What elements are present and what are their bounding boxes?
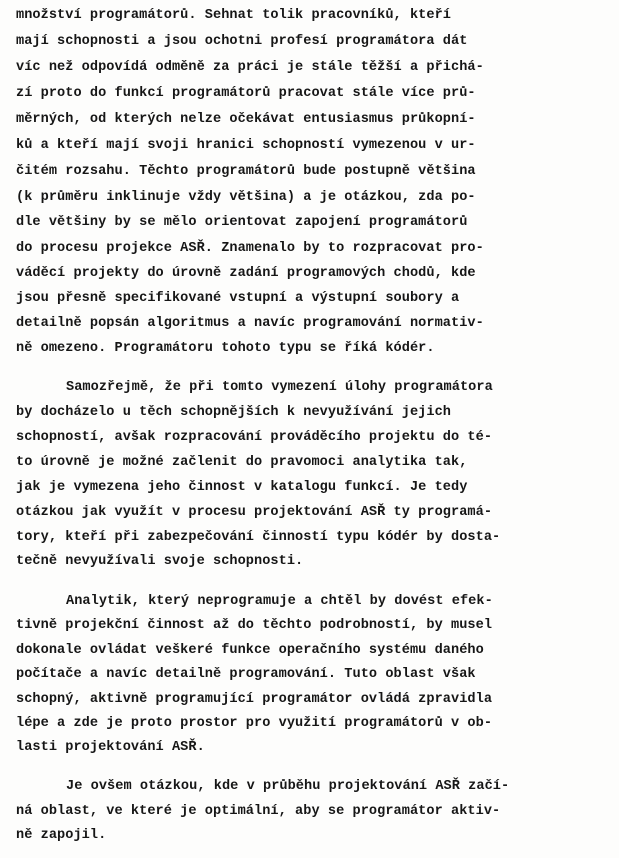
text-line: množství programátorů. Sehnat tolik pracovníků, kteří bbox=[16, 8, 452, 23]
text-line: lasti projektování ASŘ. bbox=[16, 740, 205, 755]
text-line: tivně projekční činnost až do těchto podrobností, by musel bbox=[16, 618, 493, 633]
text-line: schopností, avšak rozpracování prováděcího projektu do té- bbox=[16, 430, 493, 445]
text-line: počítače a navíc detailně programování. Tuto oblast však bbox=[16, 667, 476, 682]
text-line: lépe a zde je proto prostor pro využití programátorů v ob- bbox=[16, 716, 493, 731]
text-line: Je ovšem otázkou, kde v průběhu projektování ASŘ začí- bbox=[66, 779, 510, 794]
text-line: (k průměru inklinuje vždy většina) a je otázkou, zda po- bbox=[16, 190, 476, 205]
text-line: tečně nevyužívali svoje schopnosti. bbox=[16, 554, 304, 569]
text-line: do procesu projekce ASŘ. Znamenalo by to rozpracovat pro- bbox=[16, 241, 484, 256]
text-line: by docházelo u těch schopnějších k nevyužívání jejich bbox=[16, 405, 452, 420]
text-line: ně zapojil. bbox=[16, 828, 107, 843]
text-line: dle většiny by se mělo orientovat zapojení programátorů bbox=[16, 215, 468, 230]
text-line: otázkou jak využít v procesu projektování ASŘ ty programá- bbox=[16, 505, 493, 520]
text-line: schopný, aktivně programující programátor ovládá zpravidla bbox=[16, 692, 493, 707]
text-line: tory, kteří při zabezpečování činností typu kódér by dosta- bbox=[16, 530, 501, 545]
text-line: čitém rozsahu. Těchto programátorů bude postupně většina bbox=[16, 164, 476, 179]
text-line: ků a kteří mají svoji hranici schopností vymezenou v ur- bbox=[16, 138, 476, 153]
text-line: jak je vymezena jeho činnost v katalogu funkcí. Je tedy bbox=[16, 480, 468, 495]
text-line: detailně popsán algoritmus a navíc programování normativ- bbox=[16, 316, 484, 331]
text-line: ně omezeno. Programátoru tohoto typu se říká kódér. bbox=[16, 341, 435, 356]
text-line: jsou přesně specifikované vstupní a výstupní soubory a bbox=[16, 291, 460, 306]
text-line: měrných, od kterých nelze očekávat entusiasmus průkopní- bbox=[16, 112, 476, 127]
text-line: Analytik, který neprogramuje a chtěl by dovést efek- bbox=[66, 594, 493, 609]
text-line: váděcí projekty do úrovně zadání programových chodů, kde bbox=[16, 266, 476, 281]
text-line: to úrovně je možné začlenit do pravomoci analytika tak, bbox=[16, 455, 468, 470]
text-line: ná oblast, ve které je optimální, aby se programátor aktiv- bbox=[16, 804, 501, 819]
text-line: víc než odpovídá odměně za práci je stále těžší a přichá- bbox=[16, 60, 484, 75]
text-line: dokonale ovládat veškeré funkce operačního systému daného bbox=[16, 643, 484, 658]
text-line: mají schopnosti a jsou ochotni profesí programátora dát bbox=[16, 34, 468, 49]
text-line: zí proto do funkcí programátorů pracovat stále více prů- bbox=[16, 86, 476, 101]
text-line: Samozřejmě, že při tomto vymezení úlohy programátora bbox=[66, 380, 493, 395]
